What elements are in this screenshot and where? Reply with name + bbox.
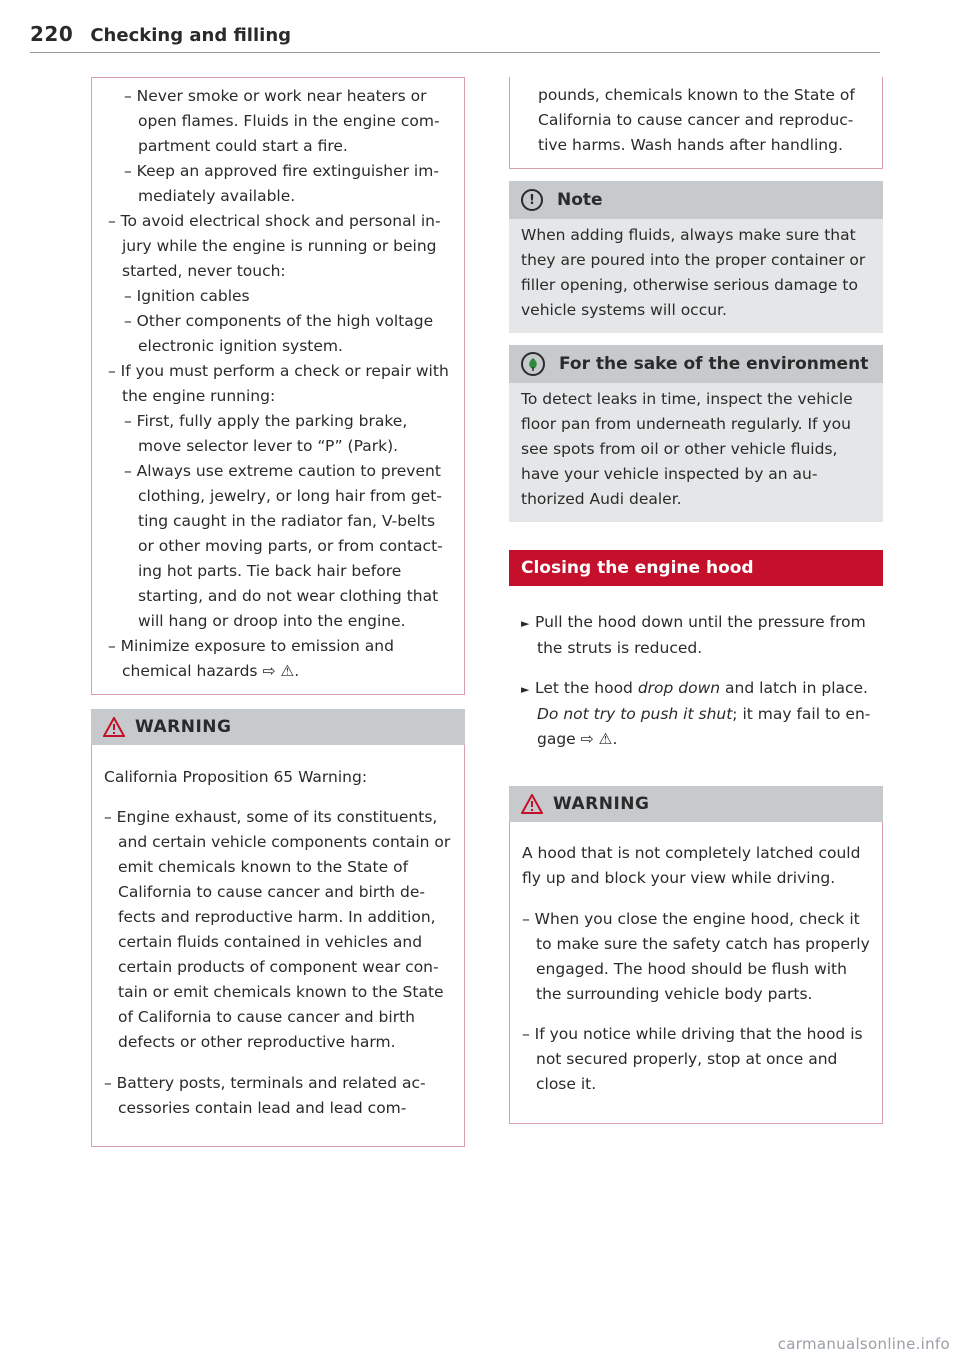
list-item: – Always use extreme caution to prevent clothing, jewelry, or long hair from getting caught in the radiator fan, V-belts or other moving parts, or from contacting hot parts. Tie back hair before starting, and do not wear clothing that will hang or droop into the engine. [124, 462, 443, 630]
environment-header [509, 345, 883, 383]
left-column [91, 77, 465, 1147]
note-box [509, 181, 883, 333]
section-heading [509, 550, 883, 586]
list-item: – Minimize exposure to emission and chemical hazards ⇨ ⚠. [108, 637, 394, 680]
continued-warning-box [91, 77, 465, 695]
warning-body [91, 745, 465, 1147]
list-item: – Battery posts, terminals and related accessories contain lead and lead com- [104, 1073, 426, 1117]
steps-list [509, 610, 883, 753]
info-icon: ! [521, 189, 543, 211]
warning-body [509, 822, 883, 1124]
list-item: – If you must perform a check or repair with the engine running: [108, 362, 449, 405]
environment-box [509, 345, 883, 522]
continued-warning-box [509, 77, 883, 169]
warning-header [509, 786, 883, 822]
list-item: – If you notice while driving that the hood is not secured properly, stop at once and close it. [522, 1025, 863, 1093]
environment-body [509, 383, 883, 522]
warning-box [91, 709, 465, 1147]
note-header [509, 181, 883, 219]
section-heading-title: Closing the engine hood [521, 558, 754, 578]
warning-header [91, 709, 465, 745]
section-title: Checking and filling [90, 25, 292, 46]
page-number: 220 [30, 22, 74, 46]
list-item: – Ignition cables [124, 287, 250, 305]
leaf-icon [521, 352, 545, 376]
warning-intro: California Proposition 65 Warning: [104, 767, 368, 786]
environment-text: To detect leaks in time, inspect the vehicle floor pan from underneath regularly. If you see spots from oil or other vehicle fluids, have your vehicle inspected by an authorized Audi dealer. [521, 390, 853, 508]
warning-triangle-icon [521, 794, 543, 814]
watermark: carmanualsonline.info [777, 1335, 950, 1353]
continued-text: pounds, chemicals known to the State of California to cause cancer and reproductive harms. Wash hands after handling. [538, 86, 855, 154]
note-text: When adding fluids, always make sure that they are poured into the proper container or filler opening, otherwise serious damage to vehicle systems will occur. [521, 226, 866, 319]
list-item: – Keep an approved fire extinguisher immediately available. [124, 162, 439, 205]
list-item: – First, fully apply the parking brake, move selector lever to “P” (Park). [124, 412, 408, 455]
list-item: – To avoid electrical shock and personal injury while the engine is running or being started, never touch: [108, 212, 441, 280]
warning-title: WARNING [553, 793, 650, 814]
step-item: ► Pull the hood down until the pressure from the struts is reduced. [521, 612, 866, 657]
note-title: Note [557, 190, 603, 210]
note-body [509, 219, 883, 333]
bullet-triangle-icon: ► [521, 616, 530, 630]
list-item: – Never smoke or work near heaters or open flames. Fluids in the engine compartment could start a fire. [124, 87, 440, 155]
warning-intro: A hood that is not completely latched could fly up and block your view while driving. [522, 844, 861, 887]
list-item: – Other components of the high voltage electronic ignition system. [124, 312, 434, 355]
list-item: – Engine exhaust, some of its constituents, and certain vehicle components contain or emit chemicals known to the State of California to cause cancer and birth defects and reproductive harm. In addition, certain fluids contained in vehicles and certain products of component wear contain or emit chemicals known to the State of California to cause cancer and birth defects or other reproductive harm. [104, 808, 451, 1051]
environment-title: For the sake of the environment [559, 354, 869, 374]
step-item: ► Let the hood drop down and latch in place. Do not try to push it shut; it may fail to engage ⇨ ⚠. [521, 679, 871, 748]
page-header [30, 22, 880, 53]
warning-box [509, 786, 883, 1124]
warning-triangle-icon [103, 717, 125, 737]
warning-title: WARNING [135, 717, 232, 737]
bullet-triangle-icon: ► [521, 683, 530, 696]
right-column [509, 77, 883, 1124]
list-item: – When you close the engine hood, check it to make sure the safety catch has properly engaged. The hood should be flush with the surrounding vehicle body parts. [522, 909, 870, 1003]
